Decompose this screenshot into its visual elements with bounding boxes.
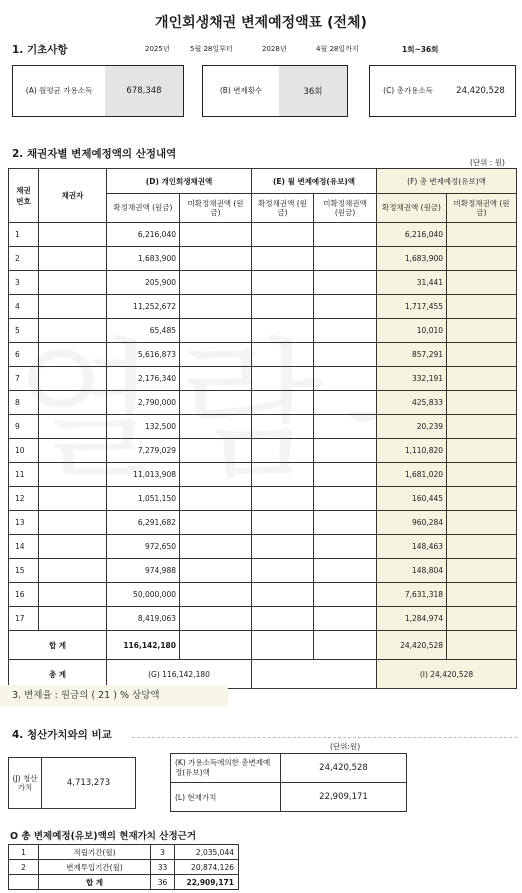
row-d-fixed: 5,616,873 [107, 343, 180, 367]
col-f-header: (F) 총 변제예정(유보)액 [377, 169, 517, 194]
total-label: 총 계 [9, 660, 107, 689]
row-d-unfixed [180, 463, 252, 487]
j-label: (J) 청산 가치 [9, 758, 42, 808]
row-d-unfixed [180, 511, 252, 535]
row-no: 2 [9, 247, 39, 271]
col-d-header: (D) 개인회생채권액 [107, 169, 252, 194]
e-unfixed-header: 미확정채권액 (원금) [314, 194, 377, 223]
table-row [9, 295, 517, 319]
j-value: 4,713,273 [66, 778, 111, 788]
row-d-fixed: 1,683,900 [107, 247, 180, 271]
table-row [9, 463, 517, 487]
row-creditor [39, 367, 107, 391]
row-f-unfixed [447, 487, 517, 511]
br-sum-no [9, 875, 39, 890]
row-f-unfixed [447, 271, 517, 295]
row-d-unfixed [180, 487, 252, 511]
row-d-unfixed [180, 223, 252, 247]
row-f-fixed: 7,631,318 [377, 583, 447, 607]
row-f-unfixed [447, 583, 517, 607]
table-row [9, 487, 517, 511]
row-d-fixed: 6,216,040 [107, 223, 180, 247]
row-e-unfixed [314, 271, 377, 295]
f-fixed-header: 확정채권액 (원금) [377, 194, 447, 223]
creditor-table [8, 168, 517, 689]
row-no: 6 [9, 343, 39, 367]
row-e-unfixed [314, 559, 377, 583]
row-f-unfixed [447, 343, 517, 367]
box-c-label: (C) 총가용소득 [383, 86, 433, 96]
row-no: 4 [9, 295, 39, 319]
row-f-fixed: 857,291 [377, 343, 447, 367]
page-title: 개인회생채권 변제예정액표 (전체) [155, 15, 367, 31]
row-creditor [39, 439, 107, 463]
br-no: 2 [9, 860, 39, 875]
sum-e-fixed [252, 631, 314, 660]
row-e-fixed [252, 319, 314, 343]
row-e-fixed [252, 223, 314, 247]
row-e-unfixed [314, 223, 377, 247]
sum-f: 24,420,528 [377, 631, 447, 660]
box-b [202, 65, 348, 117]
row-creditor [39, 223, 107, 247]
row-e-fixed [252, 607, 314, 631]
sum-d-unfixed [180, 631, 252, 660]
row-d-fixed: 1,051,150 [107, 487, 180, 511]
br-sum-label: 합 계 [39, 875, 151, 890]
l-value: 22,909,171 [281, 783, 407, 812]
row-d-fixed: 132,500 [107, 415, 180, 439]
row-e-fixed [252, 487, 314, 511]
comparison-table [170, 753, 407, 812]
row-f-fixed: 148,463 [377, 535, 447, 559]
row-d-unfixed [180, 583, 252, 607]
table-row [9, 583, 517, 607]
breakdown-row [9, 845, 239, 860]
total-g: (G) 116,142,180 [107, 660, 252, 689]
box-a [12, 65, 184, 117]
row-e-unfixed [314, 583, 377, 607]
table-row [9, 511, 517, 535]
row-f-unfixed [447, 535, 517, 559]
row-no: 17 [9, 607, 39, 631]
row-d-fixed: 2,790,000 [107, 391, 180, 415]
section4-heading: 4. 청산가치와의 비교 [12, 729, 112, 741]
section2-unit: (단위 : 원) [470, 158, 505, 167]
table-row [9, 391, 517, 415]
row-d-fixed: 8,419,063 [107, 607, 180, 631]
br-sum-value: 22,909,171 [175, 875, 239, 890]
row-f-unfixed [447, 607, 517, 631]
box-a-label: (A) 월평균 가용소득 [25, 86, 93, 96]
row-e-unfixed [314, 511, 377, 535]
table-row [9, 415, 517, 439]
br-sum-count: 36 [151, 875, 175, 890]
row-e-unfixed [314, 535, 377, 559]
row-e-unfixed [314, 415, 377, 439]
section2-heading: 2. 채권자별 변제예정액의 산정내역 [12, 148, 177, 160]
box-b-label: (B) 변제횟수 [219, 86, 263, 96]
row-d-unfixed [180, 415, 252, 439]
row-f-fixed: 1,284,974 [377, 607, 447, 631]
row-f-fixed: 425,833 [377, 391, 447, 415]
l-label: (L) 현재가치 [171, 783, 281, 812]
row-f-unfixed [447, 295, 517, 319]
row-f-fixed: 1,717,455 [377, 295, 447, 319]
box-c [369, 65, 516, 117]
row-f-fixed: 332,191 [377, 367, 447, 391]
row-creditor [39, 391, 107, 415]
row-e-fixed [252, 343, 314, 367]
row-f-unfixed [447, 247, 517, 271]
k-label: (K) 가용소득에의한 총변제예정(유보)액 [171, 754, 281, 783]
row-f-unfixed [447, 319, 517, 343]
total-i: (I) 24,420,528 [377, 660, 517, 689]
round-range: 1회~36회 [402, 45, 439, 54]
row-e-unfixed [314, 391, 377, 415]
row-f-unfixed [447, 511, 517, 535]
row-e-fixed [252, 535, 314, 559]
row-e-unfixed [314, 319, 377, 343]
row-d-unfixed [180, 271, 252, 295]
row-e-unfixed [314, 367, 377, 391]
row-no: 11 [9, 463, 39, 487]
br-value: 20,874,126 [175, 860, 239, 875]
row-e-unfixed [314, 295, 377, 319]
end-year: 2028년 [262, 45, 287, 53]
row-e-fixed [252, 583, 314, 607]
divider [132, 737, 517, 738]
present-value-table [8, 844, 239, 890]
row-d-fixed: 50,000,000 [107, 583, 180, 607]
col-no-header: 채권 번호 [9, 169, 39, 223]
row-d-unfixed [180, 247, 252, 271]
row-f-unfixed [447, 559, 517, 583]
row-no: 15 [9, 559, 39, 583]
br-no: 1 [9, 845, 39, 860]
br-label: 적립기간(월) [39, 845, 151, 860]
row-creditor [39, 559, 107, 583]
e-fixed-header: 확정채권액 (원금) [252, 194, 314, 223]
row-creditor [39, 271, 107, 295]
row-d-unfixed [180, 391, 252, 415]
section4-unit: (단위:원) [330, 742, 361, 751]
start-year: 2025년 [145, 45, 170, 53]
row-d-fixed: 974,988 [107, 559, 180, 583]
row-f-unfixed [447, 439, 517, 463]
row-no: 16 [9, 583, 39, 607]
row-creditor [39, 583, 107, 607]
row-f-fixed: 1,681,020 [377, 463, 447, 487]
row-d-unfixed [180, 295, 252, 319]
row-no: 8 [9, 391, 39, 415]
row-d-unfixed [180, 343, 252, 367]
sum-e-unfixed [314, 631, 377, 660]
row-creditor [39, 535, 107, 559]
row-e-fixed [252, 391, 314, 415]
row-creditor [39, 415, 107, 439]
br-count: 33 [151, 860, 175, 875]
row-d-unfixed [180, 535, 252, 559]
table-row [9, 223, 517, 247]
row-f-fixed: 10,010 [377, 319, 447, 343]
table-row [9, 367, 517, 391]
row-d-fixed: 972,650 [107, 535, 180, 559]
row-no: 10 [9, 439, 39, 463]
row-creditor [39, 343, 107, 367]
row-f-fixed: 148,804 [377, 559, 447, 583]
d-fixed-header: 확정채권액 (원금) [107, 194, 180, 223]
row-creditor [39, 319, 107, 343]
row-d-fixed: 7,279,029 [107, 439, 180, 463]
row-d-unfixed [180, 319, 252, 343]
row-d-fixed: 65,485 [107, 319, 180, 343]
row-no: 14 [9, 535, 39, 559]
box-a-value: 678,348 [105, 66, 183, 116]
row-e-fixed [252, 511, 314, 535]
row-f-fixed: 960,284 [377, 511, 447, 535]
box-c-value: 24,420,528 [456, 86, 505, 96]
end-monthday: 4월 28일까지 [316, 45, 359, 53]
row-d-fixed: 11,252,672 [107, 295, 180, 319]
section1-heading: 1. 기초사항 [12, 44, 68, 56]
sum-d: 116,142,180 [107, 631, 180, 660]
row-d-fixed: 6,291,682 [107, 511, 180, 535]
table-row [9, 343, 517, 367]
k-value: 24,420,528 [281, 754, 407, 783]
row-e-fixed [252, 559, 314, 583]
row-f-fixed: 160,445 [377, 487, 447, 511]
repayment-rate: 3. 변제율 : 원금의 ( 21 ) % 상당액 [0, 685, 228, 707]
sum-label: 합 계 [9, 631, 107, 660]
row-no: 5 [9, 319, 39, 343]
row-creditor [39, 295, 107, 319]
row-no: 7 [9, 367, 39, 391]
row-creditor [39, 511, 107, 535]
row-e-fixed [252, 271, 314, 295]
f-unfixed-header: 미확정채권액 (원금) [447, 194, 517, 223]
row-e-fixed [252, 367, 314, 391]
row-e-fixed [252, 247, 314, 271]
table-row [9, 271, 517, 295]
row-e-unfixed [314, 487, 377, 511]
d-unfixed-header: 미확정채권액 (원금) [180, 194, 252, 223]
table-row [9, 247, 517, 271]
table-row [9, 439, 517, 463]
row-d-unfixed [180, 367, 252, 391]
row-f-fixed: 31,441 [377, 271, 447, 295]
row-e-fixed [252, 463, 314, 487]
row-d-unfixed [180, 607, 252, 631]
row-no: 9 [9, 415, 39, 439]
row-f-fixed: 20,239 [377, 415, 447, 439]
row-f-fixed: 6,216,040 [377, 223, 447, 247]
row-no: 12 [9, 487, 39, 511]
table-row [9, 319, 517, 343]
row-creditor [39, 607, 107, 631]
total-e [252, 660, 377, 689]
row-e-unfixed [314, 607, 377, 631]
row-creditor [39, 487, 107, 511]
row-f-unfixed [447, 223, 517, 247]
table-row [9, 607, 517, 631]
row-creditor [39, 463, 107, 487]
row-no: 1 [9, 223, 39, 247]
row-f-unfixed [447, 367, 517, 391]
br-count: 3 [151, 845, 175, 860]
section5-heading: O 총 변제예정(유보)액의 현재가치 산정근거 [10, 831, 196, 842]
box-b-value: 36회 [279, 66, 347, 116]
row-f-unfixed [447, 415, 517, 439]
row-e-unfixed [314, 247, 377, 271]
row-f-fixed: 1,110,820 [377, 439, 447, 463]
row-f-unfixed [447, 463, 517, 487]
sum-f-unfixed [447, 631, 517, 660]
start-monthday: 5월 28일부터 [190, 45, 233, 53]
col-e-header: (E) 월 변제예정(유보)액 [252, 169, 377, 194]
breakdown-row [9, 860, 239, 875]
row-e-fixed [252, 295, 314, 319]
row-d-unfixed [180, 559, 252, 583]
row-creditor [39, 247, 107, 271]
row-d-fixed: 205,900 [107, 271, 180, 295]
row-d-unfixed [180, 439, 252, 463]
row-e-unfixed [314, 463, 377, 487]
row-no: 3 [9, 271, 39, 295]
row-e-fixed [252, 415, 314, 439]
liquidation-value-box [8, 757, 136, 809]
row-d-fixed: 11,013,908 [107, 463, 180, 487]
row-e-fixed [252, 439, 314, 463]
row-d-fixed: 2,176,340 [107, 367, 180, 391]
br-label: 변제투입기간(월) [39, 860, 151, 875]
br-value: 2,035,044 [175, 845, 239, 860]
col-creditor-header: 채권자 [39, 169, 107, 223]
table-row [9, 559, 517, 583]
row-e-unfixed [314, 343, 377, 367]
row-no: 13 [9, 511, 39, 535]
row-f-fixed: 1,683,900 [377, 247, 447, 271]
row-e-unfixed [314, 439, 377, 463]
row-f-unfixed [447, 391, 517, 415]
table-row [9, 535, 517, 559]
